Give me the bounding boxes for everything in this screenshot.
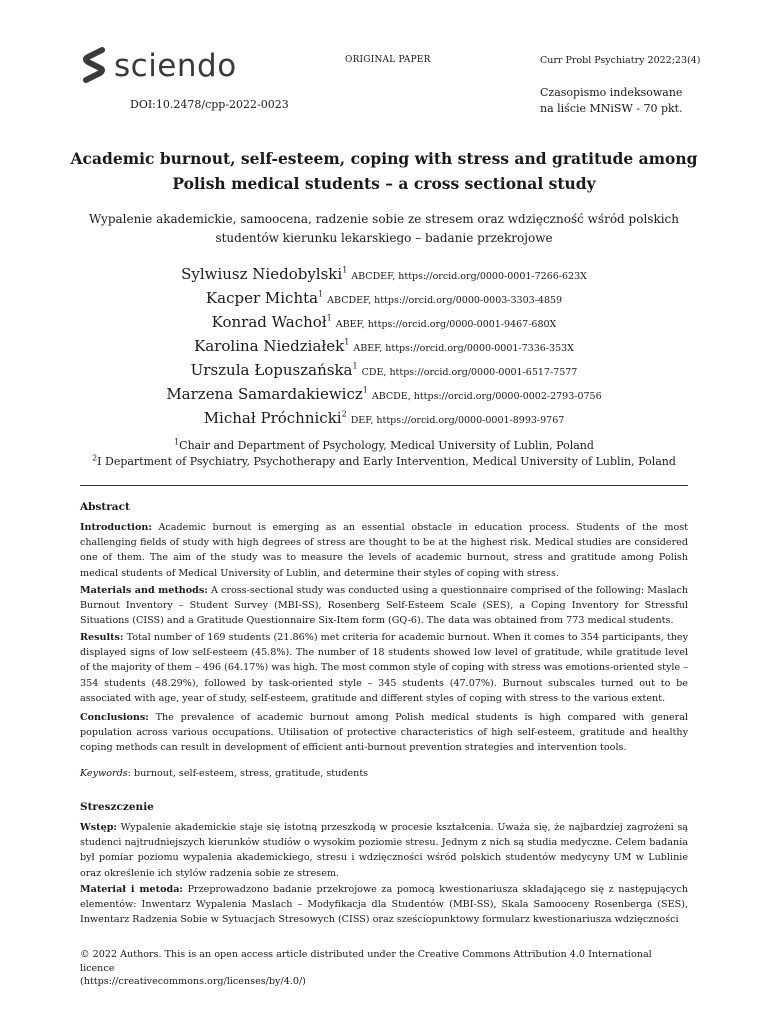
abstract-methods-text: A cross-sectional study was conducted using a questionnaire comprised of the following: Maslach Burnout Inventory – Student Survey (MBI-SS), Rosenberg Self-Esteem Scale (SES), a Coping Inventory for Stressful Situations (CISS) and a Gratitude Questionnaire Six-Item form (GQ-6). The data was obtained from 773 medical students.	[80, 585, 689, 627]
paper-type: ORIGINAL PAPER	[345, 55, 431, 65]
abstract-methods-label: Materials and methods:	[80, 585, 208, 596]
streszczenie-wstep-text: Wypalenie akademickie staje się istotną przeszkodą w procesie kształcenia. Uważa się, że najbardziej zagrożeni są studenci najtrudniejszych kierunków studiów o wysokim poziomie stresu. Jednym z nich są studia medyczne. Celem badania był pomiar poziomu wypalenia akademickiego, stresu i wdzięczności wśród polskich studentów medycyny UM w Lublinie oraz określenie ich stylów radzenia sobie ze stresem.	[80, 822, 688, 879]
author-orcid[interactable]: DEF, https://orcid.org/0000-0001-8993-9767	[350, 415, 565, 426]
journal-reference: Curr Probl Psychiatry 2022;23(4)	[540, 55, 701, 66]
author-affiliation-number: 1	[362, 385, 368, 395]
abstract-introduction	[80, 520, 688, 581]
sciendo-logo-icon	[82, 46, 106, 86]
abstract-heading: Abstract	[80, 501, 130, 513]
author-orcid[interactable]: CDE, https://orcid.org/0000-0001-6517-7577	[361, 367, 578, 378]
abstract-conclusions	[80, 710, 688, 756]
sciendo-logo	[82, 46, 237, 86]
author-name: Sylwiusz Niedobylski	[181, 265, 343, 283]
author-name: Kacper Michta	[205, 289, 319, 307]
streszczenie-wstep-label: Wstęp:	[80, 822, 117, 833]
publisher-name: sciendo	[114, 47, 237, 84]
streszczenie-wstep	[80, 820, 688, 881]
keywords-label: Keywords	[80, 768, 128, 779]
author	[60, 286, 708, 310]
abstract-introduction-label: Introduction:	[80, 522, 152, 533]
affiliation	[60, 454, 708, 470]
license-footer	[80, 948, 688, 989]
abstract-conclusions-text: The prevalence of academic burnout among Polish medical students is high compared with general population across various occupations. Utilisation of protective characteristics of high self-esteem, gratitude and healthy coping methods can result in development of efficient anti-burnout prevention strategies and intervention tools.	[80, 712, 688, 754]
license-link[interactable]: (https://creativecommons.org/licenses/by/4.0/)	[80, 976, 306, 987]
affiliation-number: 1	[174, 437, 180, 447]
author	[60, 406, 708, 430]
author-name: Urszula Łopuszańska	[190, 361, 353, 379]
paper-title-line: Polish medical students – a cross sectional study	[172, 174, 596, 193]
streszczenie-metoda-label: Materiał i metoda:	[80, 884, 183, 895]
author-affiliation-number: 1	[318, 289, 324, 299]
author	[60, 382, 708, 406]
author-name: Marzena Samardakiewicz	[166, 385, 363, 403]
affiliation-text: Chair and Department of Psychology, Medical University of Lublin, Poland	[179, 439, 594, 452]
paper-title	[60, 146, 708, 196]
affiliation-number: 2	[92, 453, 98, 463]
license-text: © 2022 Authors. This is an open access article distributed under the Creative Commons Attribution 4.0 International licence	[80, 949, 652, 974]
author-affiliation-number: 1	[352, 361, 358, 371]
keywords	[80, 768, 368, 779]
abstract-introduction-text: Academic burnout is emerging as an essential obstacle in education process. Students of the most challenging fields of study with high degrees of stress are thought to be at the highest risk. Medical studies are considered one of them. The aim of the study was to measure the levels of academic burnout, stress and gratitude among Polish medical students of Medical University of Lublin, and determine their styles of coping with stress.	[80, 522, 688, 579]
streszczenie-metoda	[80, 882, 688, 928]
author-name: Konrad Wachoł	[211, 313, 327, 331]
indexing-note-line: na liście MNiSW - 70 pkt.	[540, 102, 683, 115]
author-orcid[interactable]: ABEF, https://orcid.org/0000-0001-9467-680X	[335, 319, 557, 330]
abstract-results-label: Results:	[80, 632, 124, 643]
author-orcid[interactable]: ABCDE, https://orcid.org/0000-0002-2793-0756	[371, 391, 602, 402]
abstract-results-text: Total number of 169 students (21.86%) met criteria for academic burnout. When it comes to 354 participants, they displayed signs of low self-esteem (45.8%). The number of 18 students showed low level of gratitude, while gratitude level of the majority of them – 496 (64.17%) was high. The most common style of coping with stress was emotions-oriented style – 354 students (48.29%), followed by task-oriented style – 345 students (47.07%). Burnout subscales turned out to be associated with age, year of study, self-esteem, gratitude and different styles of coping with stress to the various extent.	[80, 632, 688, 704]
streszczenie-metoda-text: Przeprowadzono badanie przekrojowe za pomocą kwestionariusza składającego się z następujących elementów: Inwentarz Wypalenia Maslach – Modyfikacja dla Studentów (MBI-SS), Skala Samooceny Rosenberga (SES), Inwentarz Radzenia Sobie w Sytuacjach Stresowych (CISS) oraz sześciopunktowy formularz kwestionariusza wdzięczności	[80, 884, 688, 926]
doi[interactable]: DOI:10.2478/cpp-2022-0023	[130, 98, 289, 111]
author-orcid[interactable]: ABCDEF, https://orcid.org/0000-0003-3303-4859	[327, 295, 563, 306]
author-list	[60, 262, 708, 430]
author-affiliation-number: 2	[341, 409, 347, 419]
author	[60, 334, 708, 358]
author-affiliation-number: 1	[326, 313, 332, 323]
affiliation	[60, 438, 708, 454]
author-orcid[interactable]: ABCDEF, https://orcid.org/0000-0001-7266-623X	[351, 271, 587, 282]
indexing-note	[540, 85, 683, 117]
author-name: Karolina Niedziałek	[194, 337, 345, 355]
indexing-note-line: Czasopismo indeksowane	[540, 86, 683, 99]
abstract-conclusions-label: Conclusions:	[80, 712, 149, 723]
section-divider	[80, 485, 688, 486]
abstract-results	[80, 630, 688, 706]
affiliations	[60, 438, 708, 470]
author-orcid[interactable]: ABEF, https://orcid.org/0000-0001-7336-353X	[353, 343, 574, 354]
author-name: Michał Próchnicki	[203, 409, 342, 427]
paper-subtitle	[70, 210, 698, 248]
abstract-methods	[80, 583, 688, 629]
streszczenie-heading: Streszczenie	[80, 801, 154, 813]
paper-subtitle-line: studentów kierunku lekarskiego – badanie przekrojowe	[215, 231, 553, 245]
paper-subtitle-line: Wypalenie akademickie, samoocena, radzenie sobie ze stresem oraz wdzięczność wśród polskich	[88, 212, 680, 226]
author-affiliation-number: 1	[344, 337, 350, 347]
affiliation-text: I Department of Psychiatry, Psychotherapy and Early Intervention, Medical University of Lublin, Poland	[97, 455, 676, 468]
author	[60, 358, 708, 382]
paper-title-line: Academic burnout, self-esteem, coping with stress and gratitude among	[70, 149, 698, 168]
author	[60, 310, 708, 334]
keywords-text: : burnout, self-esteem, stress, gratitude, students	[127, 768, 369, 779]
author	[60, 262, 708, 286]
author-affiliation-number: 1	[342, 265, 348, 275]
